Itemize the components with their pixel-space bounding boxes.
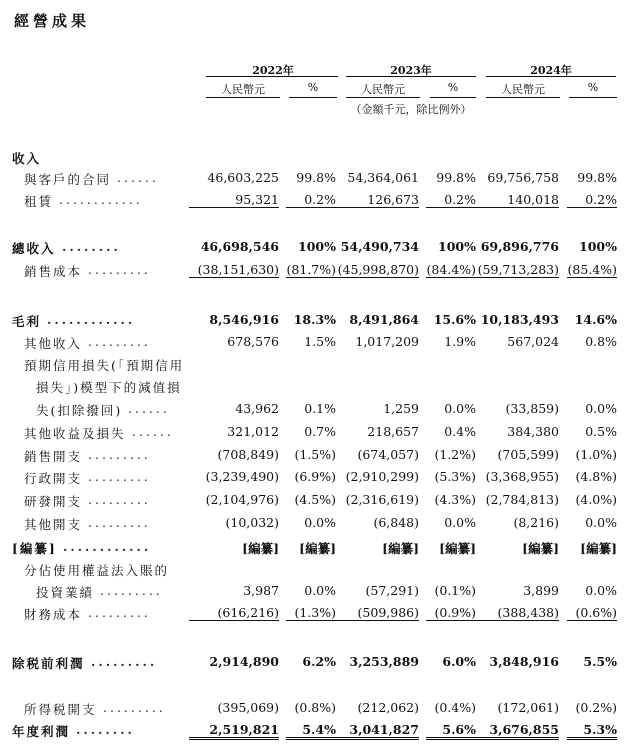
- amount-cell: [編纂]: [382, 541, 419, 556]
- leader-dots: .........: [88, 605, 151, 620]
- row-label: 其他收入: [24, 336, 83, 351]
- row-label: 財務成本: [24, 607, 83, 622]
- year-rule-2024: [486, 76, 616, 77]
- amount-cell: 3,848,916: [489, 654, 559, 669]
- row-label: 預期信用損失(「預期信用: [24, 358, 185, 373]
- leader-dots: ......: [132, 424, 174, 439]
- leader-dots: .........: [100, 583, 163, 598]
- percent-cell: (0.4%): [434, 700, 476, 715]
- percent-cell: 0.5%: [585, 424, 617, 439]
- percent-cell: 18.3%: [293, 312, 336, 327]
- amount-cell: (2,316,619): [345, 492, 419, 507]
- table-row: [0, 146, 638, 168]
- percent-cell: 14.6%: [574, 312, 617, 327]
- leader-dots: ........: [62, 239, 121, 254]
- percent-cell: (4.0%): [575, 492, 617, 507]
- amount-cell: [編纂]: [242, 541, 279, 556]
- table-row: [0, 309, 638, 331]
- row-label: 投資業績: [36, 585, 95, 600]
- sub-rule: [206, 97, 280, 98]
- percent-cell: 100%: [298, 239, 336, 254]
- percent-cell: 0.0%: [304, 583, 336, 598]
- percent-cell: (4.5%): [294, 492, 336, 507]
- sub-rule: [289, 97, 337, 98]
- amount-cell: 2,914,890: [209, 654, 279, 669]
- table-row: [0, 602, 638, 624]
- percent-cell: 0.8%: [585, 334, 617, 349]
- col-header-percent-2022: %: [307, 81, 319, 94]
- amount-cell: 140,018: [469, 192, 559, 208]
- percent-cell: 0.2%: [567, 192, 617, 208]
- leader-dots: .........: [88, 447, 151, 462]
- row-label: 其他開支: [24, 517, 83, 532]
- table-row: [0, 353, 638, 375]
- percent-cell: 5.6%: [426, 722, 476, 740]
- percent-cell: 5.3%: [567, 722, 617, 740]
- amount-cell: (57,291): [365, 583, 419, 598]
- amount-cell: 46,603,225: [207, 170, 279, 185]
- percent-cell: 0.0%: [585, 401, 617, 416]
- amount-cell: 2,519,821: [189, 722, 279, 740]
- amount-cell: 69,896,776: [480, 239, 559, 254]
- percent-cell: 6.2%: [302, 654, 336, 669]
- amount-cell: 3,253,889: [349, 654, 419, 669]
- row-label: 其他收益及損失: [24, 426, 126, 441]
- row-label: 與客戶的合同: [24, 172, 112, 187]
- amount-cell: (2,104,976): [205, 492, 279, 507]
- amount-cell: (59,713,283): [469, 262, 559, 278]
- leader-dots: .........: [88, 515, 151, 530]
- percent-cell: 5.4%: [286, 722, 336, 740]
- sub-rule: [430, 97, 476, 98]
- percent-cell: 0.1%: [304, 401, 336, 416]
- amount-cell: 678,576: [227, 334, 279, 349]
- percent-cell: (1.0%): [575, 447, 617, 462]
- row-label: 年度利潤: [12, 724, 71, 739]
- percent-cell: 0.0%: [304, 515, 336, 530]
- amount-cell: 8,546,916: [209, 312, 279, 327]
- leader-dots: ........: [76, 722, 135, 737]
- row-label: 行政開支: [24, 471, 83, 486]
- amount-cell: (8,216): [513, 515, 559, 530]
- row-label: 毛利: [12, 314, 42, 329]
- row-label: [編纂]: [12, 541, 57, 556]
- year-header-2022: 2022年: [252, 64, 294, 77]
- amount-cell: 218,657: [367, 424, 419, 439]
- amount-cell: 54,490,734: [340, 239, 419, 254]
- table-row: [0, 536, 638, 558]
- amount-cell: 384,380: [507, 424, 559, 439]
- year-header-2023: 2023年: [390, 64, 432, 77]
- amount-cell: (38,151,630): [189, 262, 279, 278]
- leader-dots: ............: [63, 539, 152, 554]
- sub-rule: [346, 97, 420, 98]
- percent-cell: (0.6%): [567, 605, 617, 621]
- leader-dots: .........: [103, 700, 166, 715]
- percent-cell: (6.9%): [294, 469, 336, 484]
- percent-cell: (1.2%): [434, 447, 476, 462]
- table-row: [0, 236, 638, 258]
- col-header-amount-2024: 人民幣元: [501, 83, 545, 96]
- percent-cell: 5.5%: [583, 654, 617, 669]
- row-label: 銷售開支: [24, 449, 83, 464]
- amount-cell: 1,017,209: [355, 334, 419, 349]
- percent-cell: 0.0%: [444, 515, 476, 530]
- row-label: 租賃: [24, 194, 54, 209]
- col-header-amount-2022: 人民幣元: [221, 83, 265, 96]
- percent-cell: 15.6%: [433, 312, 476, 327]
- row-label: 分佔使用權益法入賬的: [24, 563, 170, 578]
- amount-cell: (212,062): [357, 700, 419, 715]
- amount-cell: 46,698,546: [200, 239, 279, 254]
- percent-cell: 0.0%: [585, 583, 617, 598]
- row-label: 銷售成本: [24, 264, 83, 279]
- amount-cell: (10,032): [225, 515, 279, 530]
- table-row: [0, 444, 638, 466]
- percent-cell: (1.3%): [286, 605, 336, 621]
- amount-cell: (509,986): [329, 605, 419, 621]
- table-row: [0, 719, 638, 741]
- section-title: 經營成果: [14, 12, 91, 30]
- table-row: [0, 421, 638, 443]
- percent-cell: 99.8%: [577, 170, 617, 185]
- percent-cell: 0.2%: [426, 192, 476, 208]
- table-row: [0, 466, 638, 488]
- amount-cell: (45,998,870): [329, 262, 419, 278]
- amount-cell: (674,057): [357, 447, 419, 462]
- leader-dots: ......: [117, 170, 159, 185]
- amount-cell: 3,676,855: [469, 722, 559, 740]
- row-label: 除税前利潤: [12, 656, 85, 671]
- amount-cell: (3,239,490): [205, 469, 279, 484]
- amount-cell: 43,962: [235, 401, 279, 416]
- row-label: 收入: [12, 151, 42, 166]
- leader-dots: .........: [88, 334, 151, 349]
- table-row: [0, 331, 638, 353]
- table-row: [0, 398, 638, 420]
- table-row: [0, 512, 638, 534]
- percent-cell: 1.5%: [304, 334, 336, 349]
- leader-dots: ............: [59, 192, 143, 207]
- leader-dots: .........: [91, 654, 158, 669]
- amount-cell: 10,183,493: [480, 312, 559, 327]
- amount-cell: (705,599): [497, 447, 559, 462]
- percent-cell: 0.4%: [444, 424, 476, 439]
- percent-cell: 6.0%: [442, 654, 476, 669]
- percent-cell: 1.9%: [444, 334, 476, 349]
- row-label: 所得税開支: [24, 702, 97, 717]
- amount-cell: (395,069): [217, 700, 279, 715]
- year-header-2024: 2024年: [530, 64, 572, 77]
- row-label: 研發開支: [24, 494, 83, 509]
- amount-cell: (172,061): [497, 700, 559, 715]
- amount-cell: 3,041,827: [329, 722, 419, 740]
- amount-cell: 54,364,061: [347, 170, 419, 185]
- percent-cell: (4.3%): [434, 492, 476, 507]
- row-label: 失(扣除撥回): [36, 403, 123, 418]
- year-rule-2022: [206, 76, 338, 77]
- amount-cell: 3,899: [523, 583, 559, 598]
- amount-cell: 95,321: [189, 192, 279, 208]
- percent-cell: (0.1%): [434, 583, 476, 598]
- sub-rule: [569, 97, 617, 98]
- amount-cell: (2,784,813): [485, 492, 559, 507]
- amount-cell: 8,491,864: [349, 312, 419, 327]
- percent-cell: 99.8%: [436, 170, 476, 185]
- percent-cell: 100%: [579, 239, 617, 254]
- percent-cell: [編纂]: [439, 541, 476, 556]
- year-rule-2023: [346, 76, 476, 77]
- amount-cell: (33,859): [505, 401, 559, 416]
- amount-cell: (3,368,955): [485, 469, 559, 484]
- percent-cell: 0.2%: [286, 192, 336, 208]
- percent-cell: [編纂]: [299, 541, 336, 556]
- sub-rule: [486, 97, 560, 98]
- amount-cell: (2,910,299): [345, 469, 419, 484]
- table-row: [0, 259, 638, 281]
- table-row: [0, 189, 638, 211]
- amount-cell: 69,756,758: [487, 170, 559, 185]
- percent-cell: (0.8%): [294, 700, 336, 715]
- row-label: 損失」)模型下的減值損: [36, 380, 182, 395]
- percent-cell: (0.2%): [575, 700, 617, 715]
- amount-cell: [編纂]: [522, 541, 559, 556]
- leader-dots: .........: [88, 469, 151, 484]
- percent-cell: (81.7%): [286, 262, 336, 277]
- percent-cell: 0.0%: [585, 515, 617, 530]
- table-row: [0, 489, 638, 511]
- percent-cell: 99.8%: [296, 170, 336, 185]
- amount-cell: 3,987: [243, 583, 279, 598]
- percent-cell: (4.8%): [575, 469, 617, 484]
- amount-cell: (616,216): [189, 605, 279, 621]
- percent-cell: [編纂]: [580, 541, 617, 556]
- percent-cell: (0.9%): [426, 605, 476, 621]
- col-header-amount-2023: 人民幣元: [361, 83, 405, 96]
- percent-cell: 0.0%: [444, 401, 476, 416]
- table-row: [0, 375, 638, 397]
- percent-cell: 0.7%: [304, 424, 336, 439]
- table-row: [0, 580, 638, 602]
- table-row: [0, 558, 638, 580]
- percent-cell: (1.5%): [294, 447, 336, 462]
- table-row: [0, 167, 638, 189]
- percent-cell: (5.3%): [434, 469, 476, 484]
- percent-cell: (85.4%): [567, 262, 617, 277]
- amount-cell: (388,438): [469, 605, 559, 621]
- amount-cell: (708,849): [217, 447, 279, 462]
- amount-cell: 321,012: [227, 424, 279, 439]
- amount-cell: 567,024: [507, 334, 559, 349]
- leader-dots: ............: [47, 312, 136, 327]
- percent-cell: 100%: [438, 239, 476, 254]
- leader-dots: .........: [88, 492, 151, 507]
- amount-cell: 126,673: [329, 192, 419, 208]
- row-label: 總收入: [12, 241, 56, 256]
- amount-note: （金額千元，除比例外）: [350, 103, 472, 116]
- col-header-percent-2024: %: [587, 81, 599, 94]
- percent-cell: (84.4%): [426, 262, 476, 277]
- leader-dots: .........: [88, 262, 151, 277]
- amount-cell: 1,259: [383, 401, 419, 416]
- col-header-percent-2023: %: [447, 81, 459, 94]
- table-row: [0, 697, 638, 719]
- table-row: [0, 651, 638, 673]
- amount-cell: (6,848): [373, 515, 419, 530]
- leader-dots: ......: [128, 401, 170, 416]
